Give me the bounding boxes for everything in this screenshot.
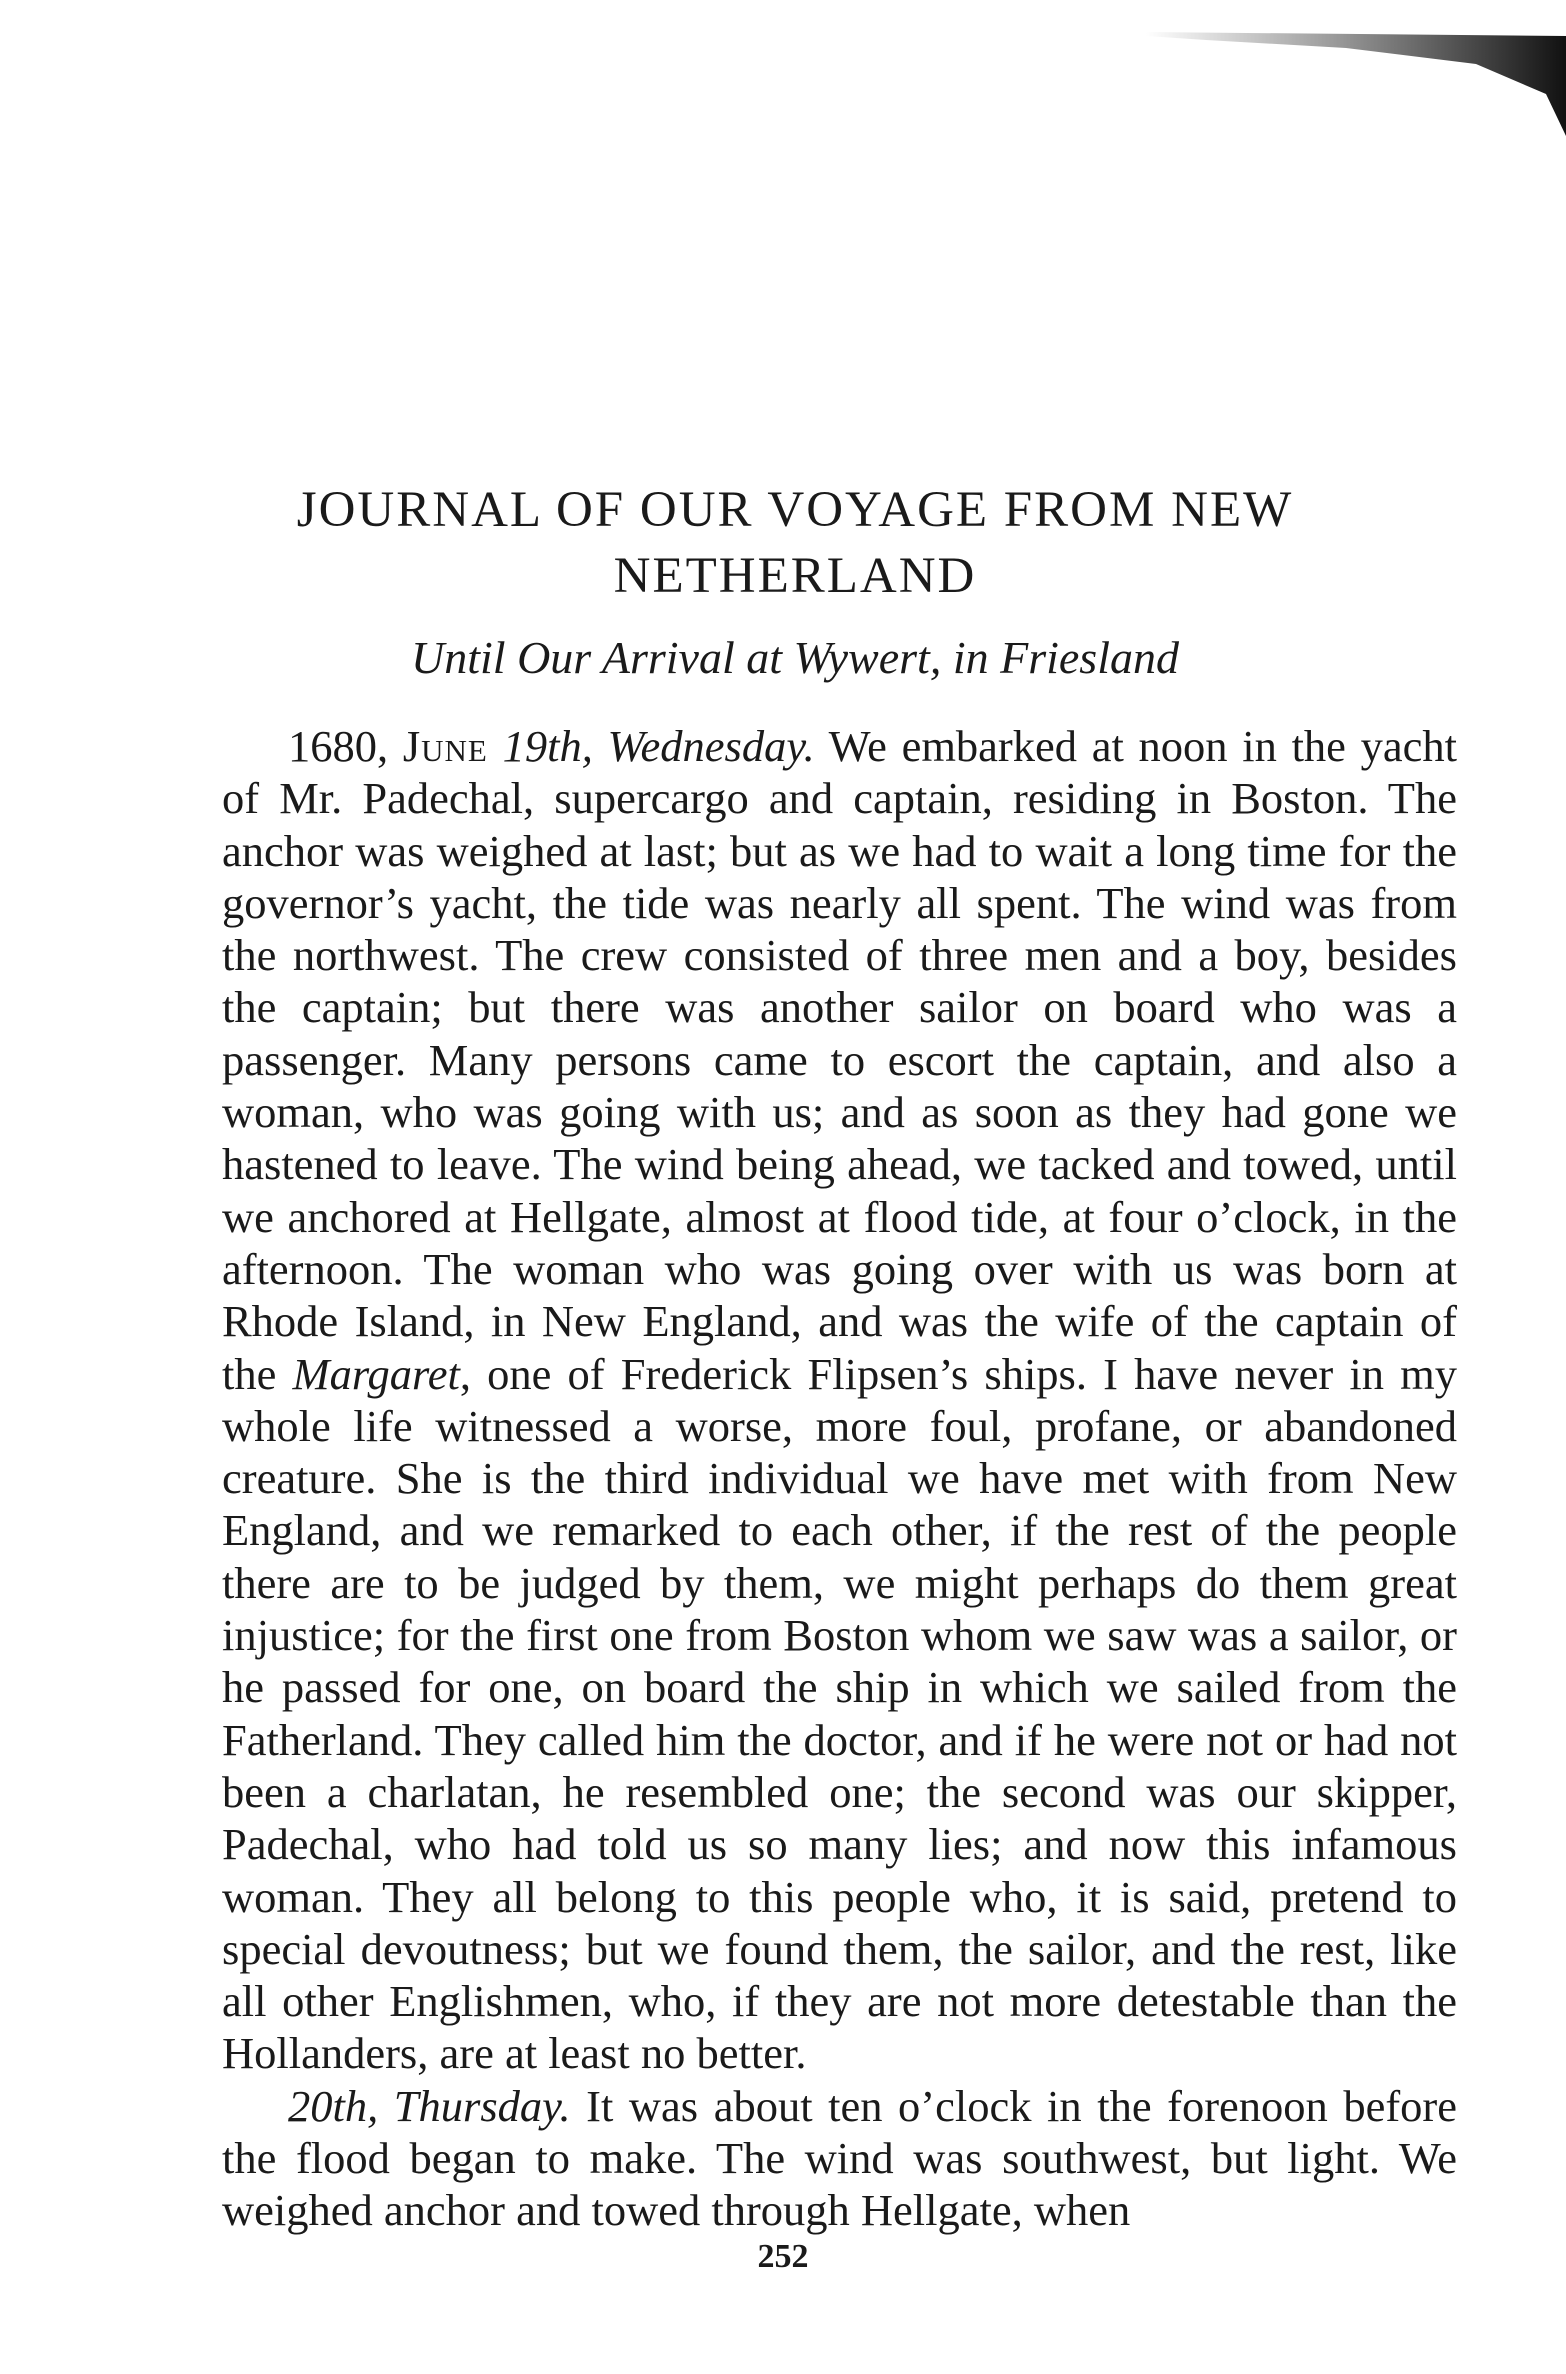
chapter-title-line-2: NETHERLAND xyxy=(613,548,977,604)
page-number: 252 xyxy=(757,2238,809,2275)
entry-text-continued: , one of Frederick Flipsen’s ships. I have never in my whole life witnessed a worse, more foul, profane, or abandoned creature. She is the third individual we have met with from New England, and we remarked to each other, if the rest of the people there are to be judged by them, we might perhaps do them great injustice; for the first one from Boston whom we saw was a sailor, or he passed for one, on board the ship in which we sailed from the Fatherland. They called him the doctor, and if he were not or had not been a charlatan, he resembled one; the second was our skipper, Padechal, who had told us so many lies; and now this infamous woman. They all belong to this people who, it is said, pretend to special devoutness; but we found them, the sailor, and the rest, like all other Englishmen, who, if they are not more detestable than the Hollanders, are at least no better. xyxy=(222,1348,1457,2079)
chapter-title-line-1: JOURNAL OF OUR VOYAGE FROM NEW xyxy=(296,482,1294,538)
entry-date: 19th, Wednesday. xyxy=(487,721,815,771)
entry-year: 1680, xyxy=(288,721,403,771)
chapter-subtitle: Until Our Arrival at Wywert, in Friesland xyxy=(411,632,1179,683)
entry-month: June xyxy=(402,721,488,771)
entry-text: It was about ten o’clock in the forenoon before the flood began to make. The wind was southwest, but light. We weighed anchor and towed through Hellgate, when xyxy=(222,2080,1457,2236)
entry-text: We embarked at noon in the yacht of Mr. Padechal, supercargo and captain, residing in Boston. The anchor was weighed at last; but as we had to wait a long time for the governor’s yacht, the tide was nearly all spent. The wind was from the northwest. The crew consisted of three men and a boy, besides the captain; but there was another sailor on board who was a passenger. Many persons came to escort the captain, and also a woman, who was going with us; and as soon as they had gone we hastened to leave. The wind being ahead, we tacked and towed, until we anchored at Hellgate, almost at flood tide, at four o’clock, in the afternoon. The woman who was going over with us was born at Rhode Island, in New England, and was the wife of the captain of the xyxy=(222,721,1458,1399)
journal-body xyxy=(222,720,1457,2237)
entry-paragraph-june-20 xyxy=(222,2080,1457,2237)
ship-name: Margaret xyxy=(292,1348,460,1399)
entry-paragraph-june-19 xyxy=(222,720,1457,2080)
scan-edge-shadow xyxy=(1146,26,1566,136)
entry-date: 20th, Thursday. xyxy=(288,2080,571,2131)
